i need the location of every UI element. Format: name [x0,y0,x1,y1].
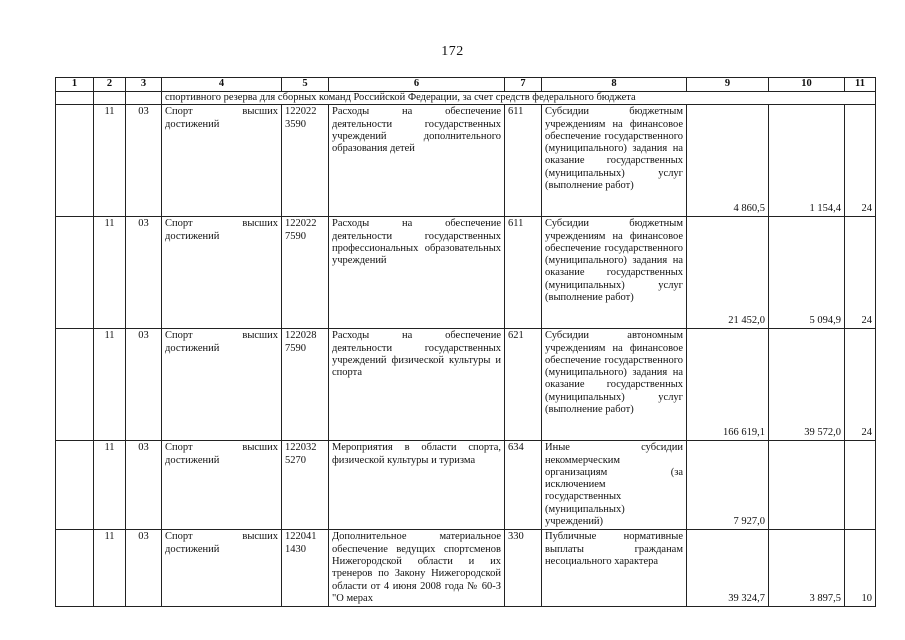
expense-type-code: 621 [505,329,542,441]
amount-col10: 1 154,4 [769,105,845,217]
subsection-code: 03 [126,441,162,530]
expense-description: Расходы на обеспечение деятельности государственных профессиональных образовательных учреждений [329,217,505,329]
target-article-code: 122028 7590 [282,329,329,441]
table-cell [56,530,94,607]
amount-col9: 39 324,7 [687,530,769,607]
table-cell [56,441,94,530]
expense-type-code: 611 [505,105,542,217]
subsection-code: 03 [126,329,162,441]
amount-col10: 39 572,0 [769,329,845,441]
table-cell [94,92,126,105]
expense-type-name: Субсидии бюджетным учреждениям на финансовое обеспечение государственного (муниципального) задания на оказание государственных (муниципальных) услуг (выполнение работ) [542,105,687,217]
expense-type-name: Субсидии бюджетным учреждениям на финансовое обеспечение государственного (муниципального) задания на оказание государственных (муниципальных) услуг (выполнение работ) [542,217,687,329]
value-col11: 10 [845,530,876,607]
column-header: 5 [282,78,329,92]
column-header: 6 [329,78,505,92]
table-cell [126,92,162,105]
amount-col9: 7 927,0 [687,441,769,530]
target-article-code: 122041 1430 [282,530,329,607]
column-header: 1 [56,78,94,92]
column-header: 8 [542,78,687,92]
table-cell [56,217,94,329]
table-cell [56,105,94,217]
column-header: 11 [845,78,876,92]
expense-type-name: Иные субсидии некоммерческим организациям (за исключением государственных (муниципальных) учреждений) [542,441,687,530]
page-number: 172 [441,44,464,59]
amount-col10 [769,441,845,530]
subsection-code: 03 [126,105,162,217]
section-code: 11 [94,105,126,217]
section-name: Спорт высших достижений [162,105,282,217]
table-cell [56,329,94,441]
expense-type-name: Субсидии автономным учреждениям на финансовое обеспечение государственного (муниципального) задания на оказание государственных (муниципальных) услуг (выполнение работ) [542,329,687,441]
amount-col10: 5 094,9 [769,217,845,329]
expense-type-code: 611 [505,217,542,329]
subsection-code: 03 [126,530,162,607]
expense-description: Мероприятия в области спорта, физической культуры и туризма [329,441,505,530]
expense-type-name: Публичные нормативные выплаты гражданам несоциального характера [542,530,687,607]
value-col11: 24 [845,105,876,217]
column-header: 9 [687,78,769,92]
table-row [56,441,876,530]
amount-col9: 166 619,1 [687,329,769,441]
amount-col10: 3 897,5 [769,530,845,607]
value-col11: 24 [845,329,876,441]
table-row [56,530,876,607]
column-header: 3 [126,78,162,92]
expense-type-code: 634 [505,441,542,530]
amount-col9: 4 860,5 [687,105,769,217]
table-row [56,105,876,217]
target-article-code: 122032 5270 [282,441,329,530]
section-name: Спорт высших достижений [162,530,282,607]
expense-description: Расходы на обеспечение деятельности государственных учреждений дополнительного образования детей [329,105,505,217]
section-code: 11 [94,441,126,530]
section-name: Спорт высших достижений [162,217,282,329]
table-row [56,217,876,329]
section-code: 11 [94,530,126,607]
target-article-code: 122022 3590 [282,105,329,217]
expense-description: Дополнительное материальное обеспечение ведущих спортсменов Нижегородской области и их тренеров по Закону Нижегородской области от 4 июня 2008 года № 60-З "О мерах [329,530,505,607]
table-cell [56,92,94,105]
continuation-text: спортивного резерва для сборных команд Российской Федерации, за счет средств федерального бюджета [162,92,876,105]
section-code: 11 [94,217,126,329]
column-header: 4 [162,78,282,92]
table-header-row [56,78,876,92]
target-article-code: 122022 7590 [282,217,329,329]
value-col11 [845,441,876,530]
section-name: Спорт высших достижений [162,441,282,530]
section-name: Спорт высших достижений [162,329,282,441]
subsection-code: 03 [126,217,162,329]
value-col11: 24 [845,217,876,329]
amount-col9: 21 452,0 [687,217,769,329]
table-row [56,329,876,441]
section-code: 11 [94,329,126,441]
column-header: 7 [505,78,542,92]
expense-type-code: 330 [505,530,542,607]
column-header: 10 [769,78,845,92]
continuation-row [56,92,876,105]
column-header: 2 [94,78,126,92]
budget-table [55,77,876,607]
expense-description: Расходы на обеспечение деятельности государственных учреждений физической культуры и спорта [329,329,505,441]
